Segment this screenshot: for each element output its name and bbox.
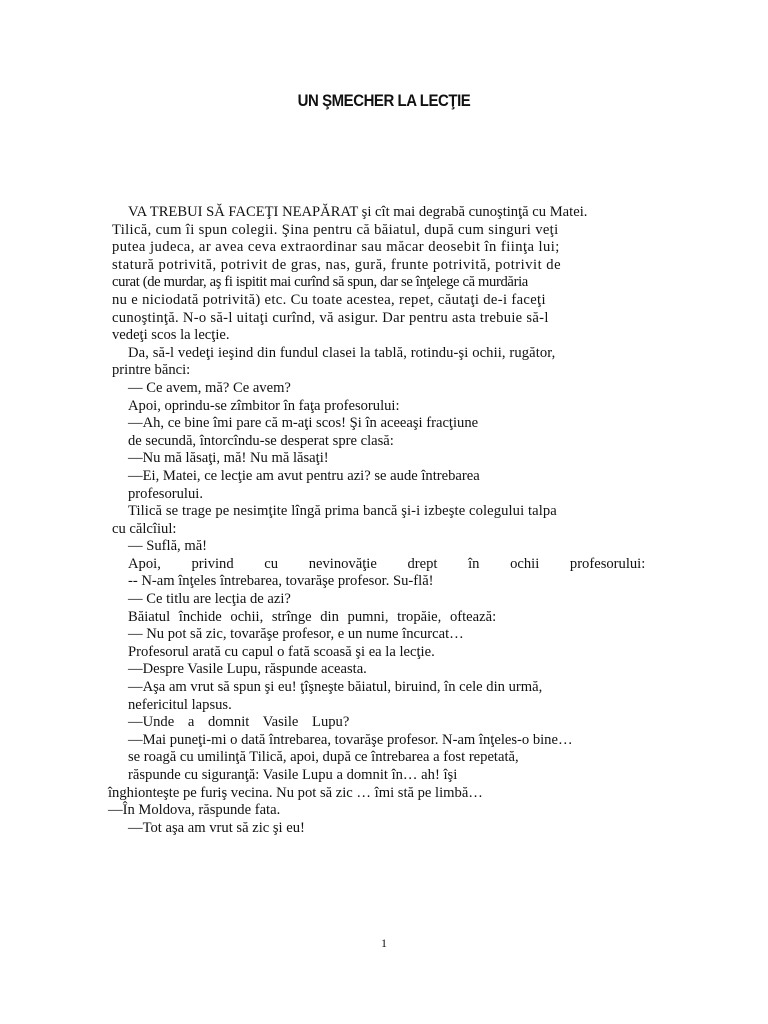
text-line: Da, să-l vedeţi ieşind din fundul clasei la tablă, rotindu-şi ochii, rugător, (128, 344, 556, 361)
page-number: 1 (381, 936, 387, 950)
text-line: —Despre Vasile Lupu, răspunde aceasta. (128, 661, 367, 678)
text-line: printre bănci: (112, 362, 191, 379)
text-line: înghionteşte pe furiş vecina. Nu pot să zic … îmi stă pe limbă… (108, 784, 483, 801)
text-line: Apoi, privind cu nevinovăţie drept în ochii profesorului: (128, 555, 646, 572)
text-line: cu călcîiul: (112, 520, 177, 537)
text-line: de secundă, întorcîndu-se desperat spre clasă: (128, 432, 394, 449)
text-line: nefericitul lapsus. (128, 696, 232, 713)
text-line: Tilică, cum îi spun colegii. Şina pentru că băiatul, după cum singuri veţi (112, 221, 559, 238)
text-line: VA TREBUI SĂ FACEŢI NEAPĂRAT şi cît mai degrabă cunoştinţă cu Matei. (128, 204, 588, 220)
text-line: Băiatul închide ochii, strînge din pumni, tropăie, oftează: (128, 608, 497, 625)
text-line: — Nu pot să zic, tovarăşe profesor, e un nume încurcat… (128, 626, 464, 643)
text-line: -- N-am înţeles întrebarea, tovarăşe profesor. Su-flă! (128, 573, 434, 590)
text-line: răspunde cu siguranţă: Vasile Lupu a domnit în… ah! îşi (128, 767, 458, 783)
text-line: vedeţi scos la lecţie. (112, 327, 230, 344)
text-line: — Suflă, mă! (128, 538, 208, 555)
text-line: profesorului. (128, 485, 203, 502)
text-line: Profesorul arată cu capul o fată scoasă şi ea la lecţie. (128, 643, 435, 660)
text-line: Apoi, oprindu-se zîmbitor în faţa profesorului: (128, 397, 400, 414)
text-line: —În Moldova, răspunde fata. (108, 802, 281, 819)
text-line: —Tot aşa am vrut să zic şi eu! (128, 819, 305, 836)
text-line: se roagă cu umilinţă Tilică, apoi, după ce întrebarea a fost repetată, (128, 749, 519, 766)
text-line: —Mai puneţi-mi o dată întrebarea, tovarăşe profesor. N-am înţeles-o bine… (128, 731, 573, 748)
page-title: UN ŞMECHER LA LECŢIE (297, 91, 471, 110)
text-line: putea judeca, ar avea ceva extraordinar sau măcar deosebit în fiinţa lui; (112, 239, 560, 256)
text-line: Tilică se trage pe nesimţite lîngă prima bancă şi-i izbeşte colegului talpa (128, 503, 557, 520)
text-line: —Ah, ce bine îmi pare că m-aţi scos! Şi în aceeaşi fracţiune (128, 415, 479, 432)
text-line: —Ei, Matei, ce lecţie am avut pentru azi? se aude întrebarea (128, 467, 480, 484)
text-line: curat (de murdar, aş fi ispitit mai curînd să spun, dar se înţelege că murdăria (112, 274, 528, 291)
text-line: —Aşa am vrut să spun şi eu! ţîşneşte băiatul, biruind, în cele din urmă, (128, 679, 543, 696)
text-line: — Ce titlu are lecţia de azi? (128, 591, 291, 608)
intro-paragraph (112, 204, 656, 345)
text-line: —Nu mă lăsaţi, mă! Nu mă lăsaţi! (128, 450, 329, 467)
text-line: cunoştinţă. N-o să-l uitaţi curînd, vă asigur. Dar pentru asta trebuie să-l (112, 309, 549, 326)
text-line: statură potrivită, potrivit de gras, nas, gură, frunte potrivită, potrivit de (112, 256, 562, 273)
body-text (108, 204, 656, 837)
text-line: —Unde a domnit Vasile Lupu? (128, 714, 350, 731)
text-line: nu e niciodată potrivită) etc. Cu toate acestea, repet, căutaţi de-i faceţi (112, 291, 546, 308)
text-line: — Ce avem, mă? Ce avem? (128, 379, 291, 396)
